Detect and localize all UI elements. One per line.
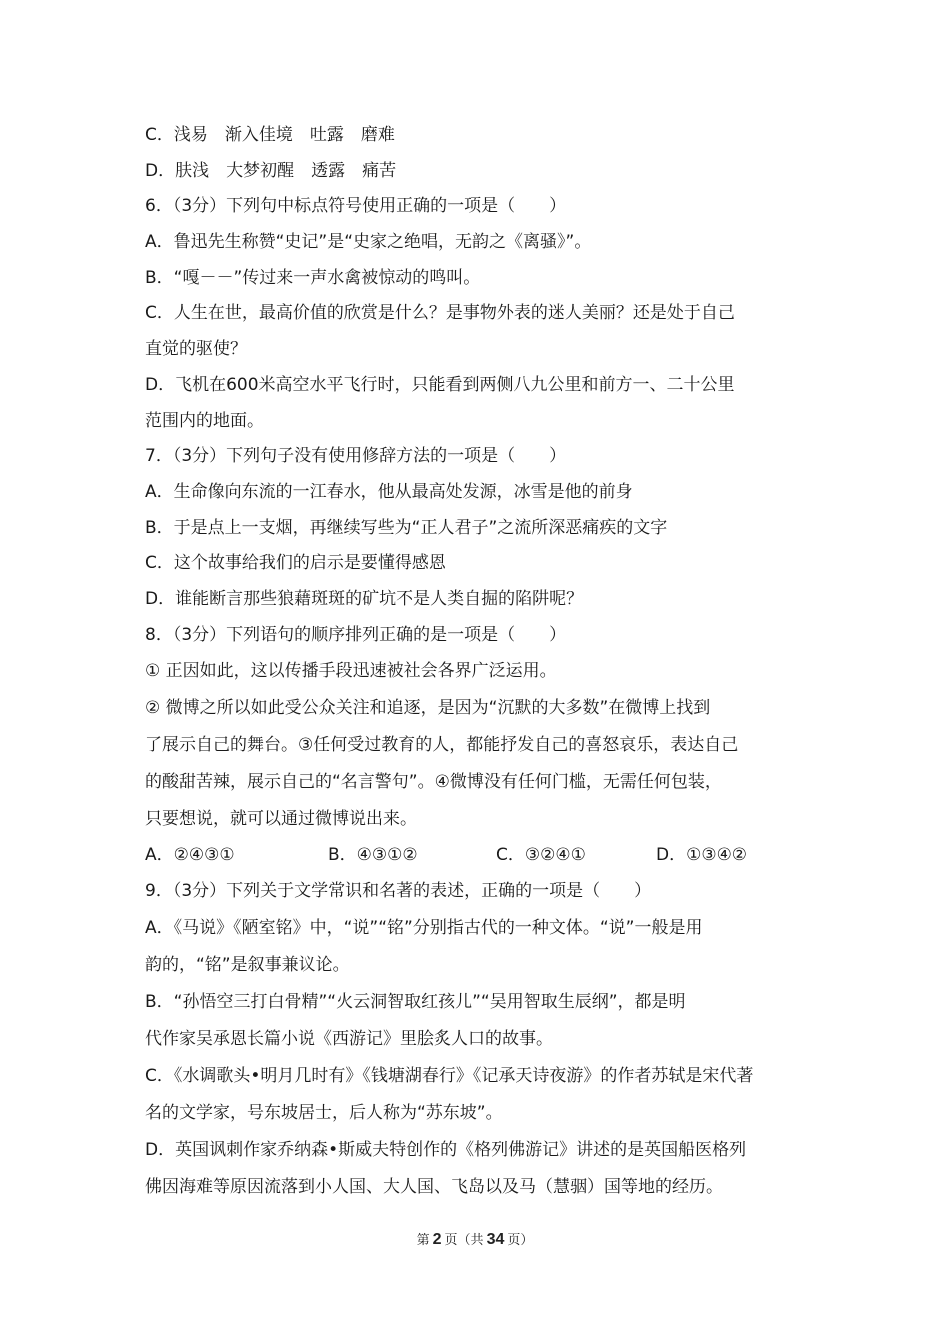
text-line: D．肤浅 大梦初醒 透露 痛苦 <box>145 160 397 181</box>
text-line: 直觉的驱使？ <box>145 339 247 360</box>
question-8-stem: 8．（3分）下列语句的顺序排列正确的是一项是（ ） <box>145 624 567 645</box>
text-line: C．《水调歌头•明月几时有》《钱塘湖春行》《记承天诗夜游》的作者苏轼是宋代著 <box>145 1065 754 1086</box>
option-d: D．①③④② <box>656 845 748 866</box>
text-line: B．于是点上一支烟，再继续写些为“正人君子”之流所深恶痛疾的文字 <box>145 517 668 538</box>
text-line: 佛因海难等原因流落到小人国、大人国、飞岛以及马（慧骃）国等地的经历。 <box>145 1176 723 1197</box>
option-c: C．③②④① <box>496 845 586 866</box>
text-line: A．生命像向东流的一江春水，他从最高处发源，冰雪是他的前身 <box>145 481 633 502</box>
text-line: 名的文学家，号东坡居士，后人称为“苏东坡”。 <box>145 1102 503 1123</box>
text-line: A．《马说》《陋室铭》中，“说”“铭”分别指古代的一种文体。“说”一般是用 <box>145 917 703 938</box>
footer-prefix: 第 <box>416 1233 430 1248</box>
text-line: A．鲁迅先生称赞“史记”是“史家之绝唱，无韵之《离骚》”。 <box>145 232 592 253</box>
question-6-stem: 6．（3分）下列句中标点符号使用正确的一项是（ ） <box>145 196 567 217</box>
question-7-stem: 7．（3分）下列句子没有使用修辞方法的一项是（ ） <box>145 446 567 467</box>
page-footer <box>0 1229 950 1249</box>
text-line: 代作家吴承恩长篇小说《西游记》里脍炙人口的故事。 <box>145 1028 553 1049</box>
question-text <box>145 118 810 1206</box>
text-line: ② 微博之所以如此受公众关注和追逐，是因为“沉默的大多数”在微博上找到 <box>145 698 711 719</box>
footer-suffix: 页） <box>507 1233 534 1248</box>
text-line: B．“孙悟空三打白骨精”“火云洞智取红孩儿”“吴用智取生辰纲”，都是明 <box>145 991 686 1012</box>
page-number: 2 <box>432 1231 442 1248</box>
text-line: 范围内的地面。 <box>145 410 264 431</box>
text-line: D．飞机在600米高空水平飞行时，只能看到两侧八九公里和前方一、二十公里 <box>145 374 735 395</box>
text-line: D．谁能断言那些狼藉斑斑的矿坑不是人类自掘的陷阱呢？ <box>145 588 584 609</box>
text-line: C．人生在世，最高价值的欣赏是什么？是事物外表的迷人美丽？还是处于自己 <box>145 303 735 324</box>
text-line: ① 正因如此，这以传播手段迅速被社会各界广泛运用。 <box>145 661 557 682</box>
total-pages: 34 <box>486 1231 505 1248</box>
question-9-stem: 9．（3分）下列关于文学常识和名著的表述，正确的一项是（ ） <box>145 881 652 901</box>
option-b: B．④③①② <box>328 845 418 866</box>
question-8-options <box>145 838 810 874</box>
text-line: D．英国讽刺作家乔纳森•斯威夫特创作的《格列佛游记》讲述的是英国船医格列 <box>145 1139 747 1160</box>
text-line: C．这个故事给我们的启示是要懂得感恩 <box>145 553 446 574</box>
text-line: 的酸甜苦辣，展示自己的“名言警句”。④微博没有任何门槛，无需任何包装， <box>145 772 722 793</box>
text-line: 韵的，“铭”是叙事兼议论。 <box>145 954 350 975</box>
text-line: C．浅易 渐入佳境 吐露 磨难 <box>145 125 395 145</box>
option-a: A．②④③① <box>145 845 235 866</box>
text-line: B．“嘎－－”传过来一声水禽被惊动的鸣叫。 <box>145 267 481 288</box>
footer-mid: 页（共 <box>444 1233 484 1248</box>
text-line: 只要想说，就可以通过微博说出来。 <box>145 809 417 830</box>
text-line: 了展示自己的舞台。③任何受过教育的人，都能抒发自己的喜怒哀乐，表达自己 <box>145 735 739 756</box>
